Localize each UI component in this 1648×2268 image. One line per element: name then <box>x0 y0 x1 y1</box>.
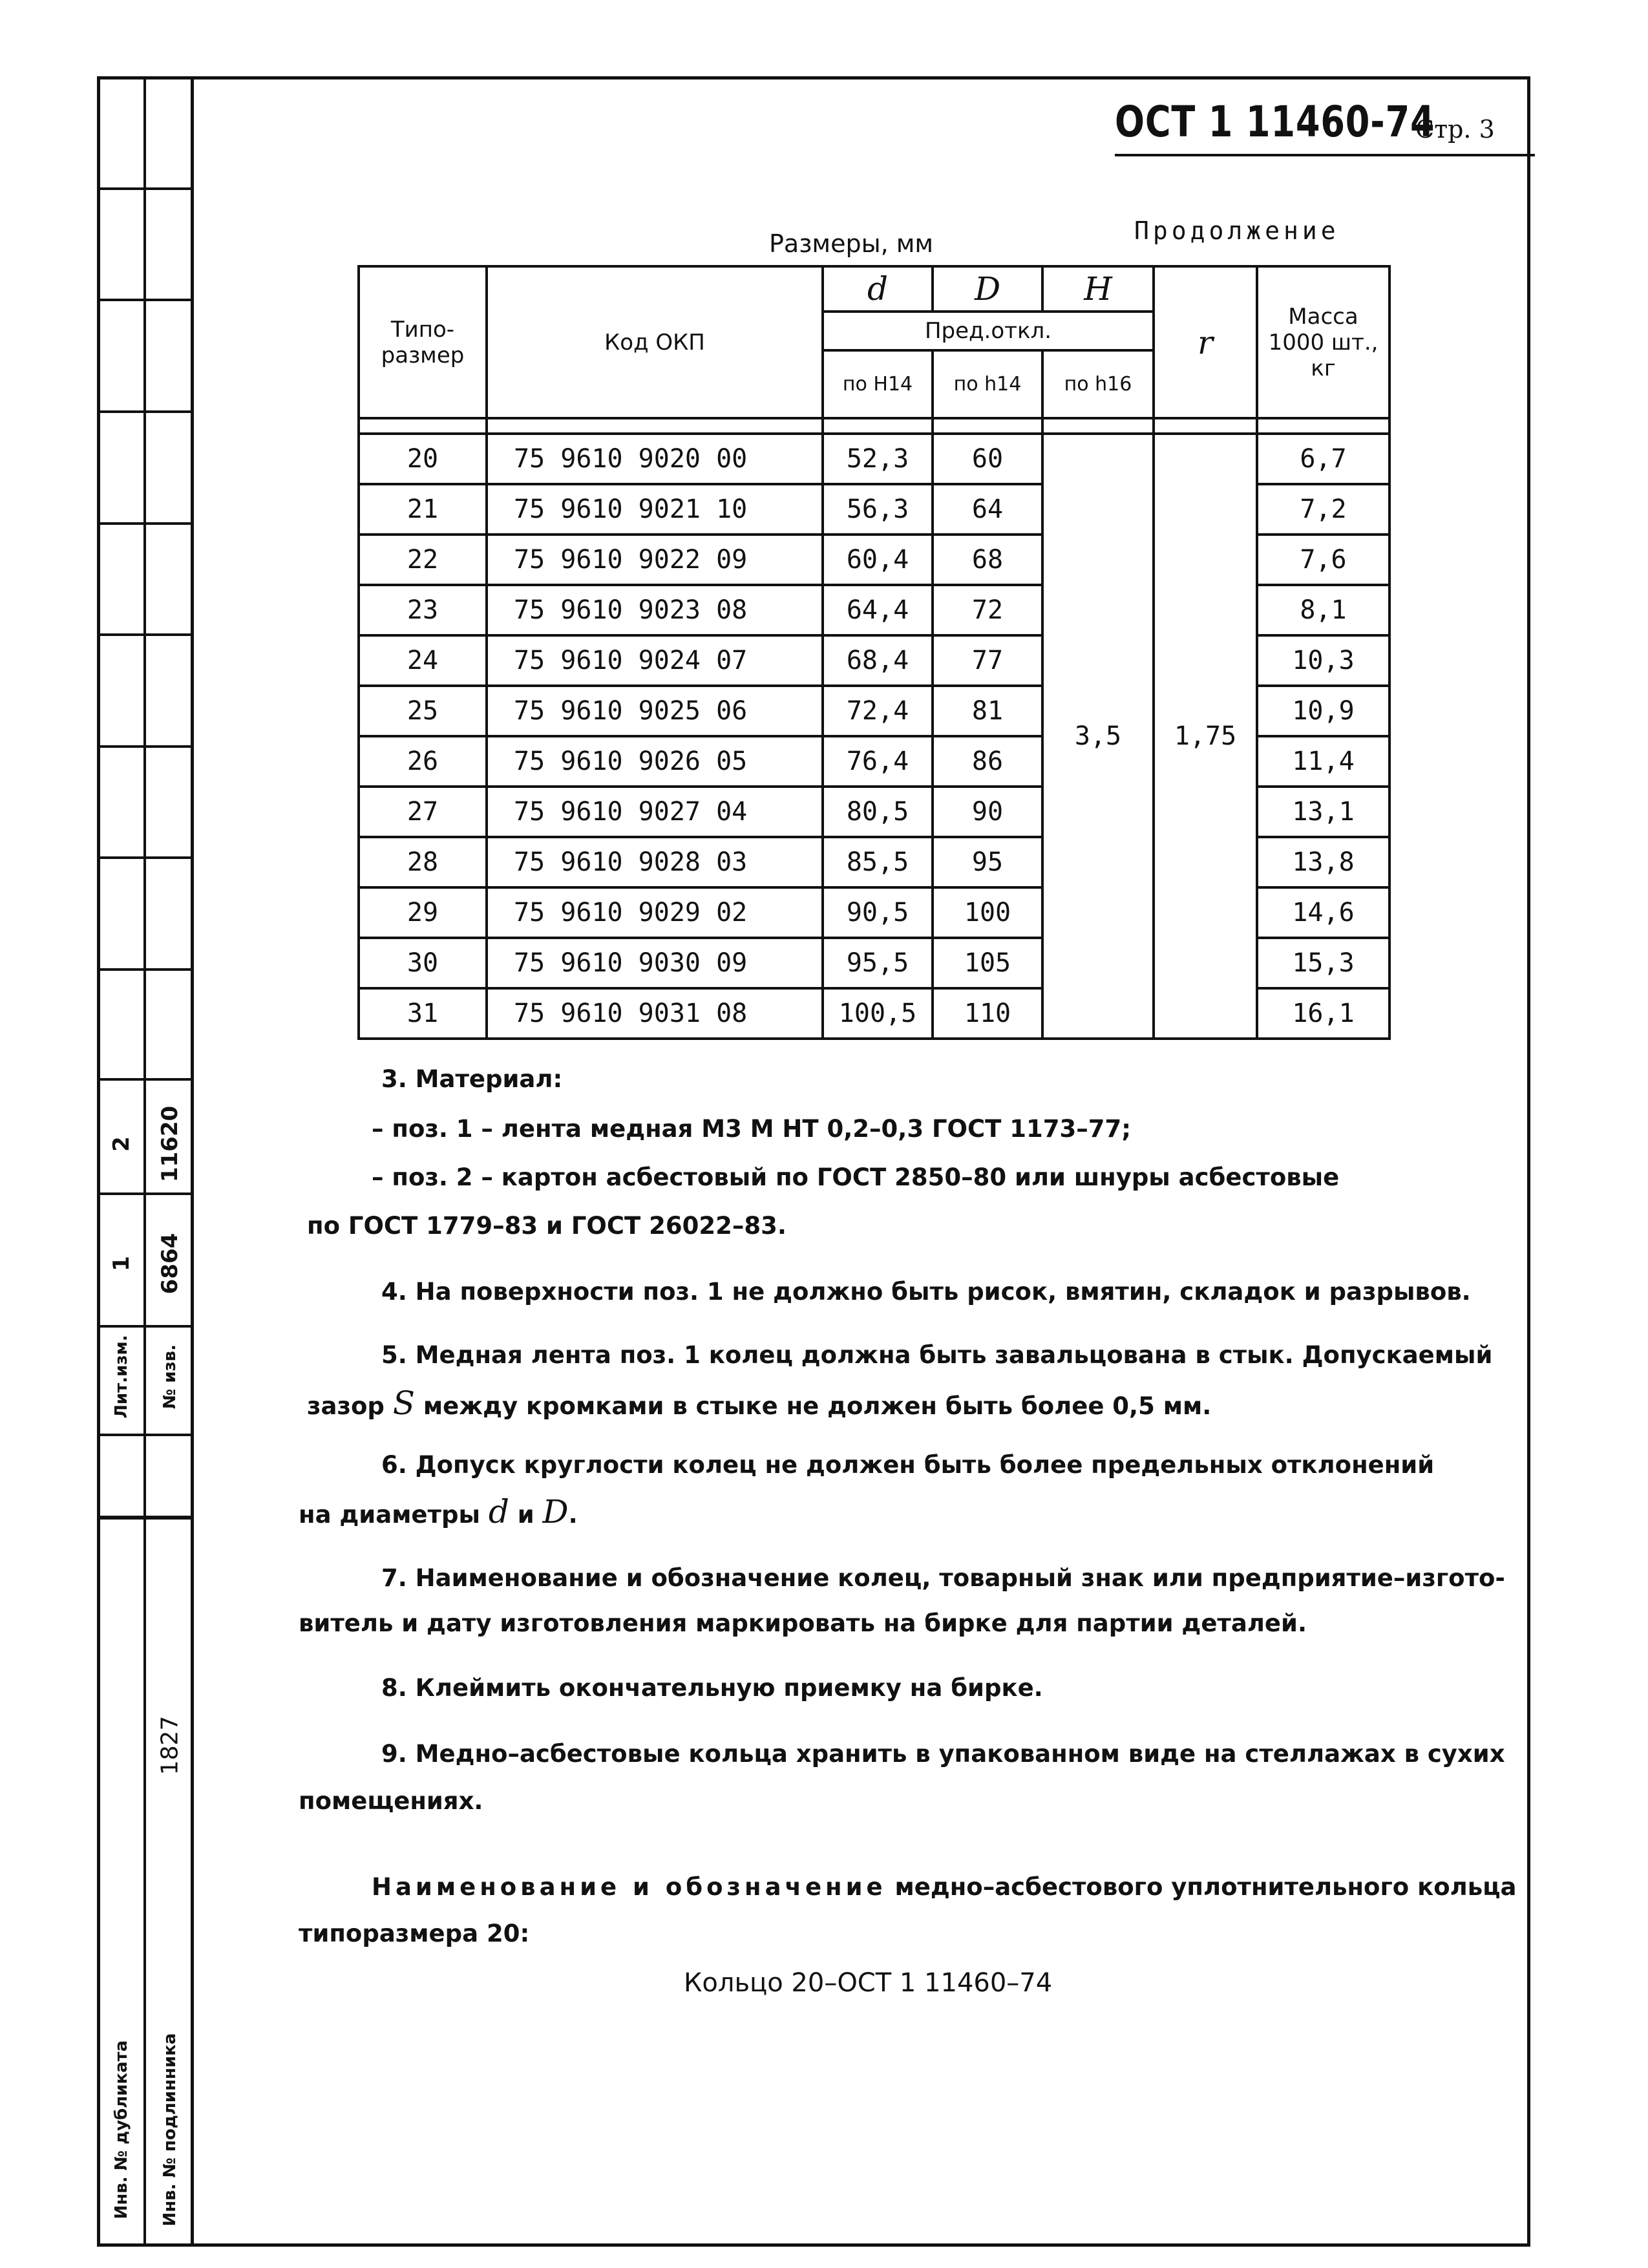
p8: 8. Клеймить окончательную приемку на бирке. <box>381 1674 1043 1702</box>
stamp-col1-top: 1 <box>109 1256 134 1271</box>
stamp-col2-bottom: 11620 <box>157 1105 183 1183</box>
stamp-col2-top: 2 <box>109 1136 134 1152</box>
cell-d: 60,4 <box>823 535 933 585</box>
stamp-inv-dubl: Инв. № дубликата <box>112 2040 131 2220</box>
cell-size: 31 <box>359 988 487 1039</box>
p6-line2: на диаметры d и D. <box>299 1493 578 1531</box>
cell-size: 23 <box>359 585 487 635</box>
cell-mass: 8,1 <box>1257 585 1389 635</box>
cell-size: 20 <box>359 434 487 484</box>
header-r: r <box>1154 266 1257 418</box>
cell-d: 72,4 <box>823 686 933 736</box>
cell-D: 77 <box>933 635 1042 686</box>
cell-code: 75 9610 9025 06 <box>487 686 823 736</box>
cell-d: 90,5 <box>823 887 933 938</box>
table-gap-row <box>359 418 1389 434</box>
header-code: Код ОКП <box>487 266 823 418</box>
cell-code: 75 9610 9028 03 <box>487 837 823 887</box>
cell-D: 72 <box>933 585 1042 635</box>
cell-code: 75 9610 9029 02 <box>487 887 823 938</box>
p3-line3: по ГОСТ 1779–83 и ГОСТ 26022–83. <box>307 1212 787 1240</box>
cell-d: 85,5 <box>823 837 933 887</box>
cell-code: 75 9610 9023 08 <box>487 585 823 635</box>
stamp-no-izv: № изв. <box>160 1344 180 1409</box>
cell-D: 105 <box>933 938 1042 988</box>
header-tol-D: по h14 <box>933 350 1042 418</box>
stamp-inv-podl-value: 1827 <box>156 1715 184 1775</box>
stamp-rule <box>97 1192 194 1195</box>
stamp-rule <box>97 1516 194 1520</box>
cell-mass: 11,4 <box>1257 736 1389 787</box>
stamp-rule <box>97 745 194 748</box>
cell-mass: 10,9 <box>1257 686 1389 736</box>
cell-size: 25 <box>359 686 487 736</box>
header-D: D <box>933 266 1042 312</box>
cell-D: 95 <box>933 837 1042 887</box>
cell-size: 24 <box>359 635 487 686</box>
header-tol-d: по H14 <box>823 350 933 418</box>
example-designation: Кольцо 20–ОСТ 1 11460–74 <box>684 1968 1053 1998</box>
cell-mass: 13,1 <box>1257 787 1389 837</box>
p9-line2: помещениях. <box>299 1787 483 1815</box>
cell-size: 30 <box>359 938 487 988</box>
p3-line1: – поз. 1 – лента медная М3 М НТ 0,2–0,3 ГОСТ 1173–77; <box>372 1115 1132 1143</box>
cell-code: 75 9610 9024 07 <box>487 635 823 686</box>
cell-d: 95,5 <box>823 938 933 988</box>
stamp-col1-bottom: 6864 <box>157 1233 183 1295</box>
cell-D: 86 <box>933 736 1042 787</box>
cell-D: 68 <box>933 535 1042 585</box>
cell-size: 29 <box>359 887 487 938</box>
p4: 4. На поверхности поз. 1 не должно быть рисок, вмятин, складок и разрывов. <box>381 1278 1471 1306</box>
header-H: H <box>1042 266 1154 312</box>
header-rule <box>1115 154 1535 156</box>
stamp-rule <box>97 1325 194 1328</box>
cell-code: 75 9610 9021 10 <box>487 484 823 535</box>
cell-code: 75 9610 9020 00 <box>487 434 823 484</box>
cell-mass: 7,6 <box>1257 535 1389 585</box>
cell-d: 68,4 <box>823 635 933 686</box>
cell-size: 27 <box>359 787 487 837</box>
stamp-lit-izm: Лит.изм. <box>112 1335 131 1419</box>
cell-d: 80,5 <box>823 787 933 837</box>
cell-code: 75 9610 9030 09 <box>487 938 823 988</box>
dimensions-table <box>357 265 1391 1040</box>
stamp-rule <box>97 187 194 190</box>
cell-size: 22 <box>359 535 487 585</box>
cell-code: 75 9610 9027 04 <box>487 787 823 837</box>
table-row <box>359 434 1389 484</box>
cell-r-common: 1,75 <box>1154 434 1257 1039</box>
sizes-caption: Размеры, мм <box>769 229 934 258</box>
stamp-inv-podl: Инв. № подлинника <box>160 2033 180 2227</box>
p9-line1: 9. Медно–асбестовые кольца хранить в упакованном виде на стеллажах в сухих <box>381 1740 1505 1768</box>
p6-line1: 6. Допуск круглости колец не должен быть более предельных отклонений <box>381 1451 1435 1479</box>
cell-mass: 7,2 <box>1257 484 1389 535</box>
header-size: Типо- размер <box>359 266 487 418</box>
cell-size: 21 <box>359 484 487 535</box>
cell-D: 60 <box>933 434 1042 484</box>
cell-mass: 15,3 <box>1257 938 1389 988</box>
cell-code: 75 9610 9022 09 <box>487 535 823 585</box>
header-d: d <box>823 266 933 312</box>
cell-size: 26 <box>359 736 487 787</box>
p7-line2: витель и дату изготовления маркировать на бирке для партии деталей. <box>299 1609 1307 1637</box>
header-tolerance: Пред.откл. <box>823 312 1154 350</box>
example-line2: типоразмера 20: <box>299 1920 530 1947</box>
cell-mass: 16,1 <box>1257 988 1389 1039</box>
cell-mass: 14,6 <box>1257 887 1389 938</box>
stamp-rule <box>97 522 194 525</box>
cell-d: 64,4 <box>823 585 933 635</box>
example-line1: Наименование и обозначение медно–асбестового уплотнительного кольца <box>372 1873 1517 1901</box>
stamp-rule <box>97 633 194 636</box>
cell-D: 90 <box>933 787 1042 837</box>
cell-d: 76,4 <box>823 736 933 787</box>
cell-d: 52,3 <box>823 434 933 484</box>
stamp-rule <box>97 856 194 859</box>
cell-code: 75 9610 9031 08 <box>487 988 823 1039</box>
cell-size: 28 <box>359 837 487 887</box>
continuation-label: Продолжение <box>1134 217 1340 245</box>
cell-D: 100 <box>933 887 1042 938</box>
cell-mass: 10,3 <box>1257 635 1389 686</box>
stamp-rule <box>97 1434 194 1436</box>
p7-line1: 7. Наименование и обозначение колец, товарный знак или предприятие–изгото- <box>381 1564 1505 1592</box>
cell-D: 64 <box>933 484 1042 535</box>
cell-d: 100,5 <box>823 988 933 1039</box>
cell-D: 81 <box>933 686 1042 736</box>
p5-line1: 5. Медная лента поз. 1 колец должна быть завальцована в стык. Допускаемый <box>381 1341 1493 1369</box>
header-mass: Масса 1000 шт., кг <box>1257 266 1389 418</box>
page-number: Стр. 3 <box>1415 115 1495 143</box>
document-code: ОСТ 1 11460-74 <box>1115 97 1435 147</box>
cell-H-common: 3,5 <box>1042 434 1154 1039</box>
stamp-rule <box>97 410 194 413</box>
header-tol-H: по h16 <box>1042 350 1154 418</box>
cell-code: 75 9610 9026 05 <box>487 736 823 787</box>
stamp-rule <box>97 1078 194 1081</box>
cell-d: 56,3 <box>823 484 933 535</box>
p3-line2: – поз. 2 – картон асбестовый по ГОСТ 2850–80 или шнуры асбестовые <box>372 1163 1340 1191</box>
cell-D: 110 <box>933 988 1042 1039</box>
cell-mass: 6,7 <box>1257 434 1389 484</box>
stamp-rule <box>97 299 194 301</box>
stamp-rule <box>97 968 194 971</box>
cell-mass: 13,8 <box>1257 837 1389 887</box>
p5-line2: зазор S между кромками в стыке не должен быть более 0,5 мм. <box>307 1384 1212 1422</box>
p3-title: 3. Материал: <box>381 1065 563 1093</box>
